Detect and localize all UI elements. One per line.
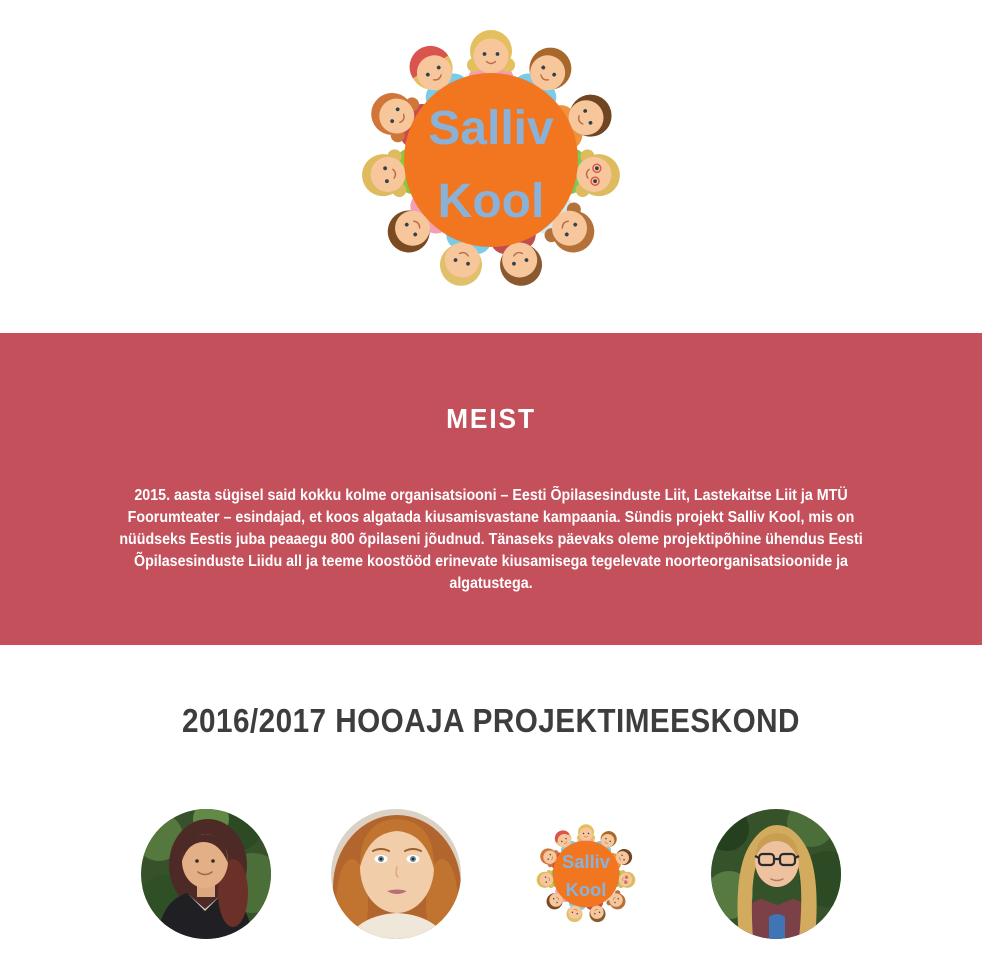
about-title: MEIST bbox=[446, 403, 536, 434]
team-member-photo-1 bbox=[141, 809, 271, 939]
team-section bbox=[0, 645, 982, 939]
logo-word-kool: Kool bbox=[437, 175, 545, 228]
logo-word-salliv: Salliv bbox=[428, 102, 554, 155]
salliv-kool-logo[interactable] bbox=[321, 10, 661, 310]
team-member-photo-4 bbox=[711, 809, 841, 939]
about-section bbox=[0, 333, 982, 645]
salliv-kool-logo-art bbox=[321, 10, 661, 310]
team-row bbox=[0, 809, 982, 939]
about-text: 2015. aasta sügisel said kokku kolme organisatsiooni – Eesti Õpilasesinduste Liit, Lastekaitse Liit ja MTÜ Foorumteater – esindajad, et koos algatada kiusamisvastane kampaania. Sündis projekt Salliv Kool, mis on nüüdseks Eestis juba peaaegu 800 õpilaseni jõudnud. Tänaseks päevaks oleme projektipõhine ühendus Eesti Õpilasesinduste Liidu all ja teeme koostööd erinevate kiusamisega tegelevate noorteorganisatsioonide ja algatustega. bbox=[119, 487, 863, 592]
team-member-photo-2 bbox=[331, 809, 461, 939]
team-member-logo bbox=[521, 809, 651, 939]
site-header bbox=[0, 0, 982, 333]
team-title: 2016/2017 HOOAJA PROJEKTIMEESKOND bbox=[182, 702, 800, 739]
